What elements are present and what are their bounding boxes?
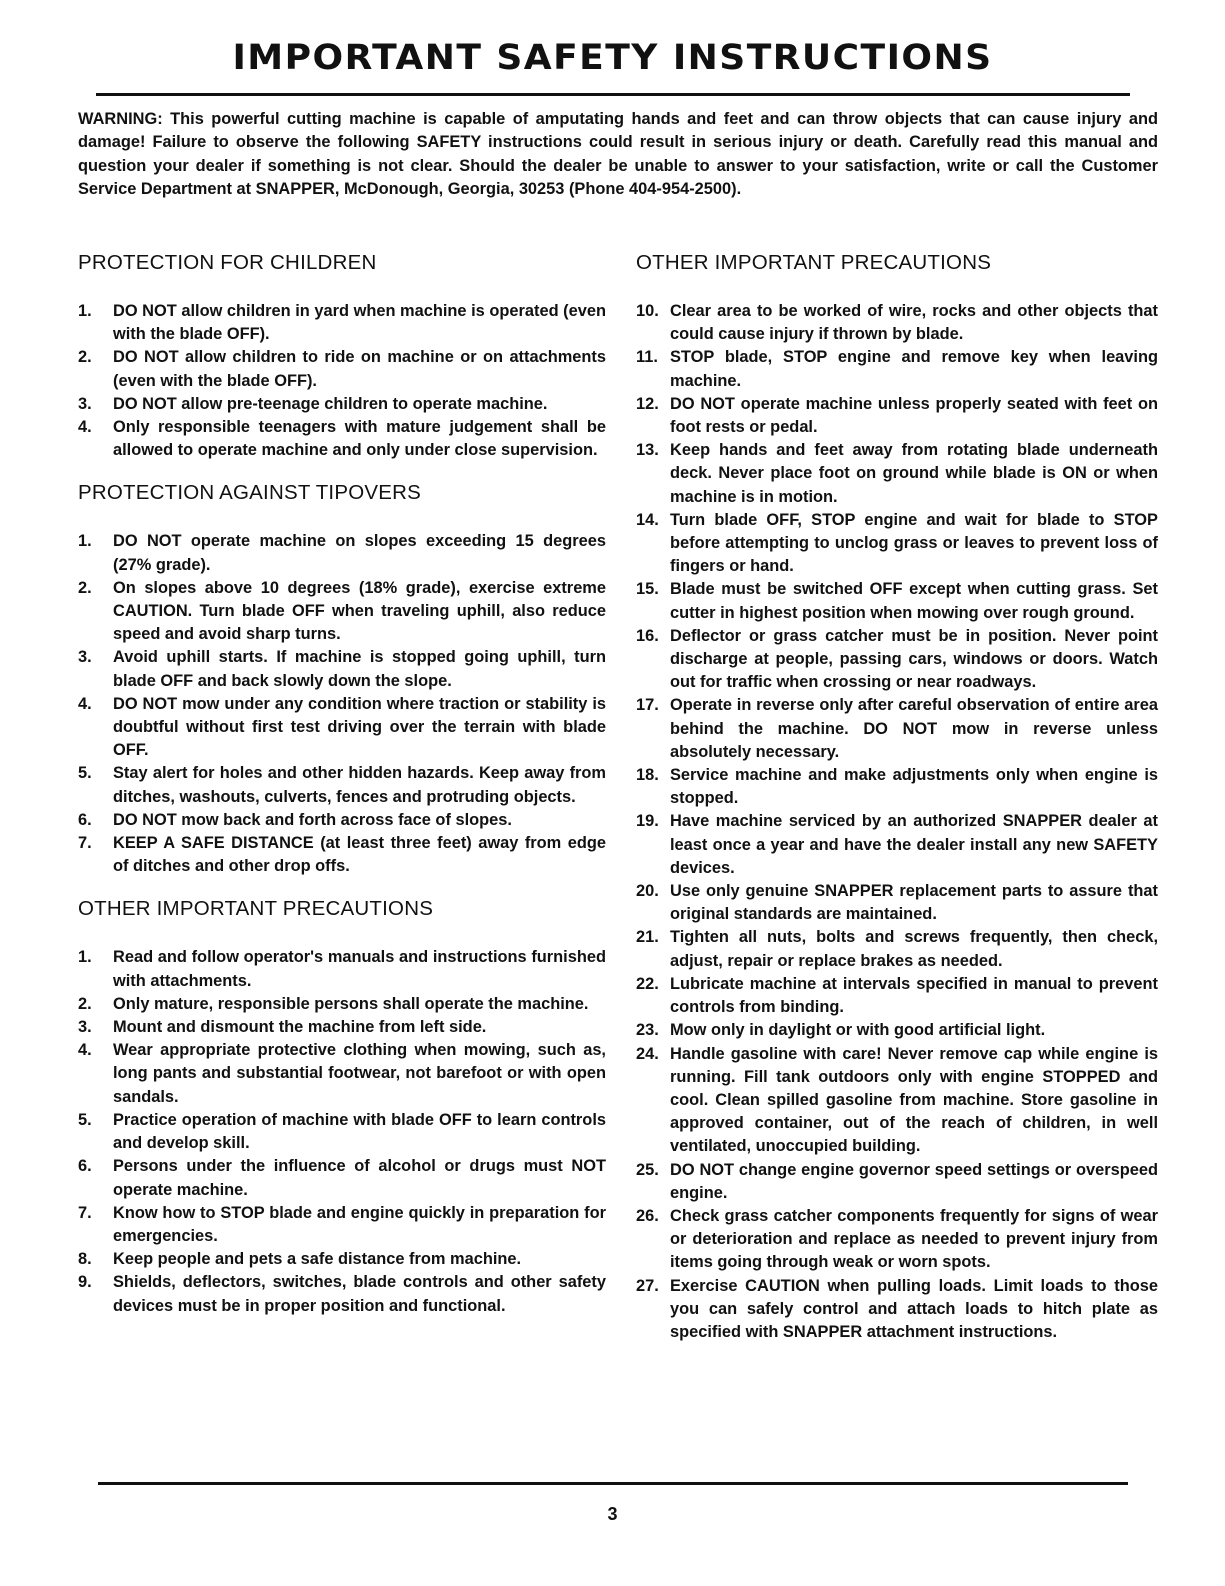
item-text: Blade must be switched OFF except when cutting grass. Set cutter in highest position when mowing over rough ground.: [670, 580, 1158, 622]
item-text: Stay alert for holes and other hidden hazards. Keep away from ditches, washouts, culverts, fences and protruding objects.: [113, 764, 606, 806]
tipovers-list: [78, 530, 606, 878]
page-number: 3: [607, 1504, 618, 1524]
item-number: 17.: [636, 696, 659, 715]
item-number: 2.: [78, 578, 92, 597]
item-number: 21.: [636, 928, 659, 947]
list-item: [78, 693, 606, 763]
item-text: DO NOT mow back and forth across face of slopes.: [113, 810, 512, 829]
item-text: Turn blade OFF, STOP engine and wait for blade to STOP before attempting to unclog grass or leaves to prevent loss of fingers or hand.: [670, 510, 1158, 576]
left-column: [78, 250, 606, 1318]
item-number: 2.: [78, 994, 92, 1013]
list-item: [636, 1043, 1158, 1159]
item-number: 24.: [636, 1044, 659, 1063]
item-number: 7.: [78, 1203, 92, 1222]
item-number: 4.: [78, 1041, 92, 1060]
item-number: 13.: [636, 441, 659, 460]
item-text: Have machine serviced by an authorized SNAPPER dealer at least once a year and have the dealer install any new SAFETY devices.: [670, 812, 1158, 877]
list-item: [78, 832, 606, 878]
list-item: [636, 1275, 1158, 1345]
item-text: Shields, deflectors, switches, blade controls and other safety devices must be in proper position and functional.: [113, 1273, 606, 1315]
list-item: [78, 993, 606, 1016]
item-number: 10.: [636, 302, 659, 320]
item-text: Exercise CAUTION when pulling loads. Limit loads to those you can safely control and attach loads to hitch plate as specified with SNAPPER attachment instructions.: [670, 1276, 1158, 1341]
list-item: [78, 300, 606, 346]
section-heading-other-right: OTHER IMPORTANT PRECAUTIONS: [636, 251, 992, 274]
list-item: [78, 646, 606, 692]
right-column: [636, 250, 1158, 1344]
item-number: 15.: [636, 580, 659, 599]
item-number: 6.: [78, 1157, 92, 1176]
list-item: [78, 809, 606, 832]
item-number: 22.: [636, 974, 659, 993]
item-number: 5.: [78, 1110, 92, 1129]
item-text: Operate in reverse only after careful observation of entire area behind the machine. DO NOT mow in reverse unless absolutely necessary.: [670, 696, 1158, 761]
item-number: 6.: [78, 810, 92, 829]
list-item: [78, 1109, 606, 1155]
item-number: 5.: [78, 764, 92, 783]
item-number: 14.: [636, 510, 659, 529]
item-text: STOP blade, STOP engine and remove key when leaving machine.: [670, 348, 1158, 390]
other-precautions-list-right: [636, 300, 1158, 1344]
item-text: DO NOT mow under any condition where traction or stability is doubtful without first test driving over the terrain with blade OFF.: [113, 694, 606, 760]
item-number: 8.: [78, 1250, 92, 1269]
list-item: [78, 1155, 606, 1201]
item-text: Tighten all nuts, bolts and screws frequently, then check, adjust, repair or replace brakes as needed.: [670, 928, 1158, 970]
list-item: [636, 509, 1158, 579]
item-number: 3.: [78, 394, 92, 413]
list-item: [78, 530, 606, 576]
list-item: [78, 577, 606, 647]
item-number: 3.: [78, 1018, 92, 1037]
item-text: Service machine and make adjustments only when engine is stopped.: [670, 766, 1158, 808]
list-item: [636, 926, 1158, 972]
item-text: Only mature, responsible persons shall operate the machine.: [113, 994, 589, 1013]
item-text: Wear appropriate protective clothing when mowing, such as, long pants and substantial footwear, not barefoot or with open sandals.: [113, 1041, 606, 1106]
item-number: 23.: [636, 1021, 659, 1040]
item-text: Persons under the influence of alcohol or drugs must NOT operate machine.: [113, 1157, 606, 1199]
item-text: DO NOT allow pre-teenage children to operate machine.: [113, 394, 548, 413]
page-title: IMPORTANT SAFETY INSTRUCTIONS: [232, 38, 993, 78]
list-item: [78, 393, 606, 416]
item-text: On slopes above 10 degrees (18% grade), exercise extreme CAUTION. Turn blade OFF when traveling uphill, also reduce speed and avoid sharp turns.: [113, 578, 606, 644]
list-item: [636, 578, 1158, 624]
list-item: [78, 346, 606, 392]
item-number: 19.: [636, 812, 659, 831]
section-heading-other-left: OTHER IMPORTANT PRECAUTIONS: [78, 897, 434, 921]
item-text: Lubricate machine at intervals specified in manual to prevent controls from binding.: [670, 974, 1158, 1017]
item-text: Practice operation of machine with blade OFF to learn controls and develop skill.: [113, 1110, 606, 1153]
item-text: KEEP A SAFE DISTANCE (at least three feet) away from edge of ditches and other drop offs.: [113, 834, 606, 876]
list-item: [636, 625, 1158, 695]
item-text: Know how to STOP blade and engine quickly in preparation for emergencies.: [113, 1203, 606, 1245]
item-number: 27.: [636, 1276, 659, 1295]
item-text: Mow only in daylight or with good artificial light.: [670, 1021, 1046, 1040]
list-item: [636, 439, 1158, 509]
item-text: DO NOT allow children to ride on machine or on attachments (even with the blade OFF).: [113, 348, 606, 390]
list-item: [78, 1248, 606, 1271]
item-text: Only responsible teenagers with mature judgement shall be allowed to operate machine and only under close supervision.: [113, 418, 606, 460]
list-item: [636, 1019, 1158, 1042]
item-text: Avoid uphill starts. If machine is stopped going uphill, turn blade OFF and back slowly down the slope.: [113, 648, 606, 690]
item-text: DO NOT operate machine on slopes exceeding 15 degrees (27% grade).: [113, 532, 606, 574]
list-item: [636, 880, 1158, 926]
item-number: 25.: [636, 1160, 659, 1179]
list-item: [78, 416, 606, 462]
list-item: [636, 393, 1158, 439]
item-number: 26.: [636, 1206, 659, 1225]
item-number: 9.: [78, 1273, 92, 1292]
item-number: 1.: [78, 532, 92, 551]
other-precautions-list-left: [78, 946, 606, 1317]
list-item: [78, 946, 606, 992]
item-number: 1.: [78, 302, 92, 320]
list-item: [78, 1016, 606, 1039]
item-number: 20.: [636, 882, 659, 901]
item-text: Keep people and pets a safe distance from machine.: [113, 1250, 522, 1269]
section-heading-children: PROTECTION FOR CHILDREN: [78, 251, 377, 274]
list-item: [636, 764, 1158, 810]
item-number: 18.: [636, 766, 659, 785]
item-number: 4.: [78, 694, 92, 713]
item-text: DO NOT operate machine unless properly seated with feet on foot rests or pedal.: [670, 394, 1158, 437]
item-number: 16.: [636, 626, 659, 645]
item-text: Check grass catcher components frequently for signs of wear or deterioration and replace as needed to prevent injury from items going through weak or worn spots.: [670, 1206, 1158, 1272]
item-text: Mount and dismount the machine from left side.: [113, 1018, 487, 1037]
section-heading-tipovers: PROTECTION AGAINST TIPOVERS: [78, 481, 421, 505]
warning-paragraph: WARNING: This powerful cutting machine is capable of amputating hands and feet and can throw objects that can cause injury and damage! Failure to observe the following SAFETY instructions could result in serious injury or death. Carefully read this manual and question your dealer if something is not clear. Should the dealer be unable to answer to your satisfaction, write or call the Customer Service Department at SNAPPER, McDonough, Georgia, 30253 (Phone 404-954-2500).: [78, 110, 1158, 199]
bottom-rule: [98, 1482, 1128, 1485]
item-text: DO NOT allow children in yard when machine is operated (even with the blade OFF).: [113, 302, 606, 344]
item-text: DO NOT change engine governor speed settings or overspeed engine.: [670, 1160, 1158, 1202]
list-item: [636, 346, 1158, 392]
item-text: Keep hands and feet away from rotating blade underneath deck. Never place foot on ground while blade is ON or when machine is in motion.: [670, 441, 1158, 506]
item-number: 1.: [78, 948, 92, 967]
item-number: 2.: [78, 348, 92, 367]
item-number: 7.: [78, 834, 92, 853]
top-rule: [96, 93, 1130, 96]
item-number: 12.: [636, 394, 659, 413]
children-list: [78, 300, 606, 462]
list-item: [636, 300, 1158, 346]
list-item: [78, 1039, 606, 1109]
item-number: 4.: [78, 418, 92, 437]
list-item: [636, 1205, 1158, 1275]
list-item: [636, 1159, 1158, 1205]
item-text: Read and follow operator's manuals and instructions furnished with attachments.: [113, 948, 606, 990]
item-text: Clear area to be worked of wire, rocks and other objects that could cause injury if thrown by blade.: [670, 302, 1158, 344]
list-item: [636, 973, 1158, 1019]
list-item: [636, 694, 1158, 764]
list-item: [636, 810, 1158, 880]
list-item: [78, 1271, 606, 1317]
item-number: 11.: [636, 348, 658, 367]
item-text: Use only genuine SNAPPER replacement parts to assure that original standards are maintained.: [670, 882, 1158, 924]
list-item: [78, 1202, 606, 1248]
item-number: 3.: [78, 648, 92, 667]
item-text: Handle gasoline with care! Never remove cap while engine is running. Fill tank outdoors only with engine STOPPED and cool. Clean spilled gasoline from machine. Store gasoline in approved container, out of the reach of children, in well ventilated, unoccupied building.: [670, 1044, 1158, 1156]
list-item: [78, 762, 606, 808]
item-text: Deflector or grass catcher must be in position. Never point discharge at people, passing cars, windows or doors. Watch out for traffic when crossing or near roadways.: [670, 626, 1158, 692]
